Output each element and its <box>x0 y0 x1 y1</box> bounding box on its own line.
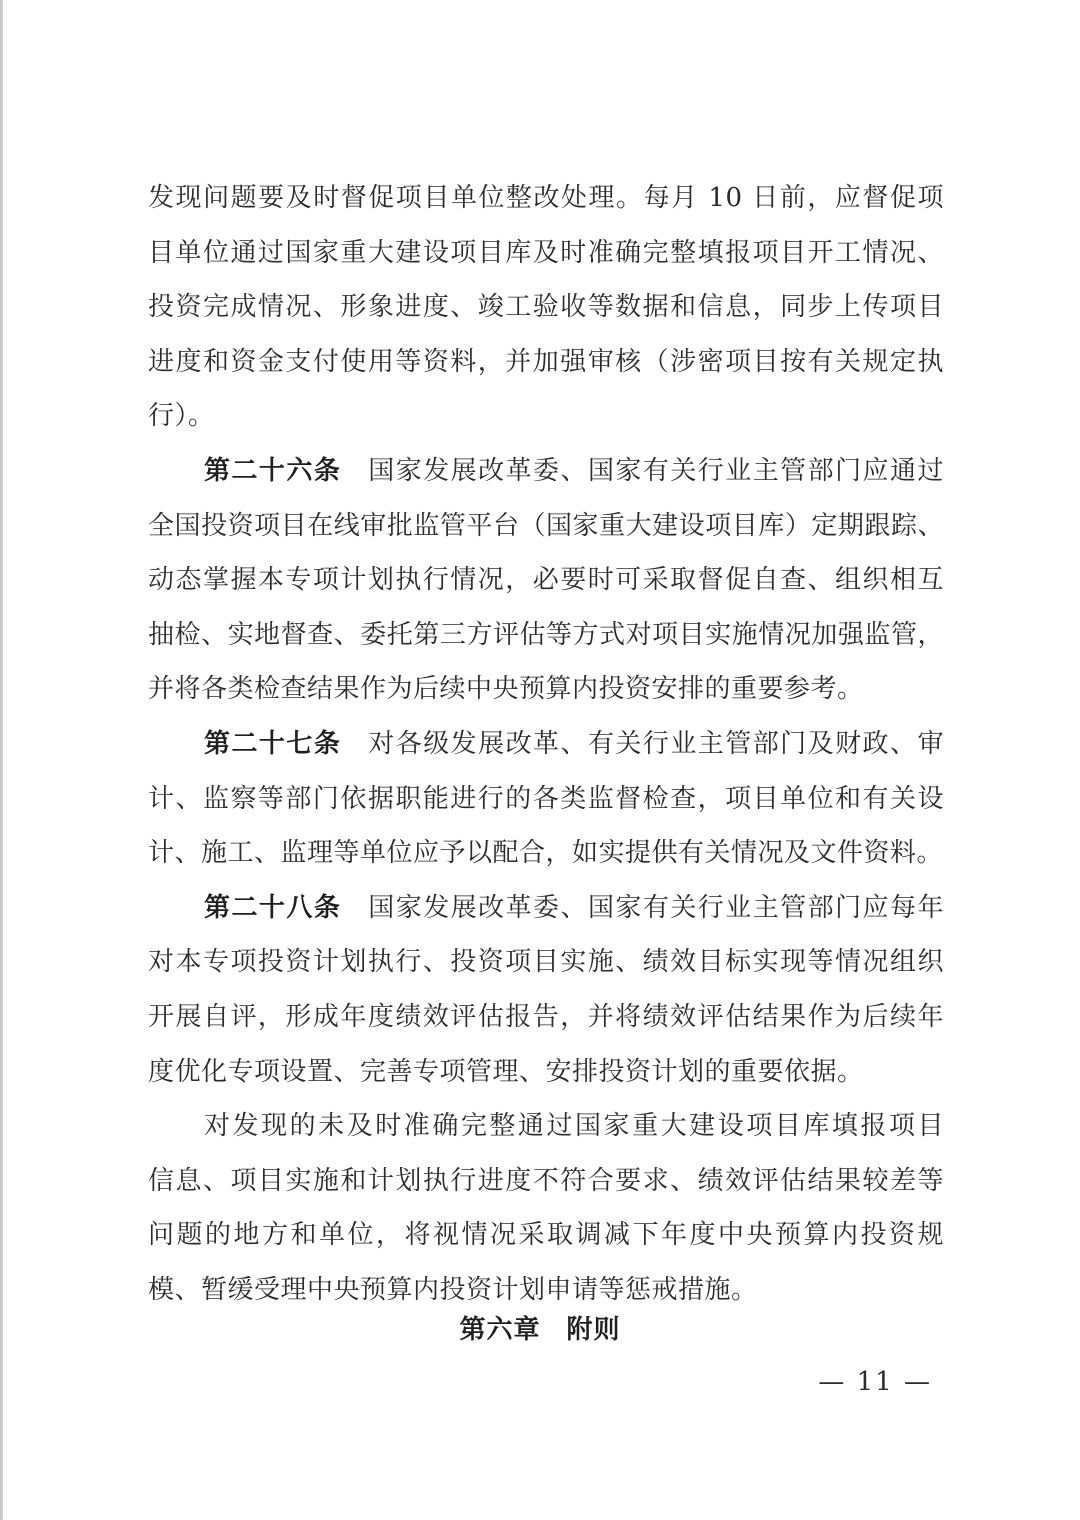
body-text <box>148 171 944 1317</box>
paragraph-line: 全国投资项目在线审批监管平台（国家重大建设项目库）定期跟踪、 <box>148 510 944 541</box>
page-edge <box>0 0 3 1520</box>
article-27-line <box>148 717 944 772</box>
article-27-text: 对各级发展改革、有关行业主管部门及财政、审 <box>367 728 944 759</box>
paragraph-line: 对本专项投资计划执行、投资项目实施、绩效目标实现等情况组织 <box>148 947 944 978</box>
paragraph-line: 对发现的未及时准确完整通过国家重大建设项目库填报项目 <box>204 1111 944 1142</box>
paragraph-line: 进度和资金支付使用等资料，并加强审核（涉密项目按有关规定执 <box>148 346 944 377</box>
page-number: — 11 — <box>818 1367 932 1397</box>
chapter-name: 附则 <box>566 1315 621 1345</box>
paragraph-line: 抽检、实地督查、委托第三方评估等方式对项目实施情况加强监管， <box>148 619 944 650</box>
article-26-line <box>148 444 944 499</box>
article-26-text: 国家发展改革委、国家有关行业主管部门应通过 <box>367 455 944 486</box>
paragraph-line: 问题的地方和单位，将视情况采取调减下年度中央预算内投资规 <box>148 1220 944 1251</box>
article-28-title: 第二十八条 <box>204 892 342 923</box>
paragraph-line: 计、监察等部门依据职能进行的各类监督检查，项目单位和有关设 <box>148 783 944 814</box>
paragraph-line: 行）。 <box>148 401 215 432</box>
paragraph-line: 信息、项目实施和计划执行进度不符合要求、绩效评估结果较差等 <box>148 1165 944 1196</box>
article-28-text: 国家发展改革委、国家有关行业主管部门应每年 <box>367 892 944 923</box>
paragraph-line: 计、施工、监理等单位应予以配合，如实提供有关情况及文件资料。 <box>148 838 944 869</box>
chapter-number: 第六章 <box>459 1315 541 1345</box>
chapter-heading <box>0 1304 1080 1356</box>
paragraph-line: 模、暂缓受理中央预算内投资计划申请等惩戒措施。 <box>148 1274 758 1305</box>
paragraph-line: 动态掌握本专项计划执行情况，必要时可采取督促自查、组织相互 <box>148 565 944 596</box>
paragraph-line: 目单位通过国家重大建设项目库及时准确完整填报项目开工情况、 <box>148 237 944 268</box>
article-28-line <box>148 881 944 936</box>
paragraph-line: 并将各类检查结果作为后续中央预算内投资安排的重要参考。 <box>148 674 864 705</box>
paragraph-line: 度优化专项设置、完善专项管理、安排投资计划的重要依据。 <box>148 1056 864 1087</box>
paragraph-line: 开展自评，形成年度绩效评估报告，并将绩效评估结果作为后续年 <box>148 1001 944 1032</box>
article-26-title: 第二十六条 <box>204 455 342 486</box>
paragraph-line: 发现问题要及时督促项目单位整改处理。每月 10 日前，应督促项 <box>148 183 944 213</box>
article-27-title: 第二十七条 <box>204 728 342 759</box>
paragraph-line: 投资完成情况、形象进度、竣工验收等数据和信息，同步上传项目 <box>148 292 944 323</box>
